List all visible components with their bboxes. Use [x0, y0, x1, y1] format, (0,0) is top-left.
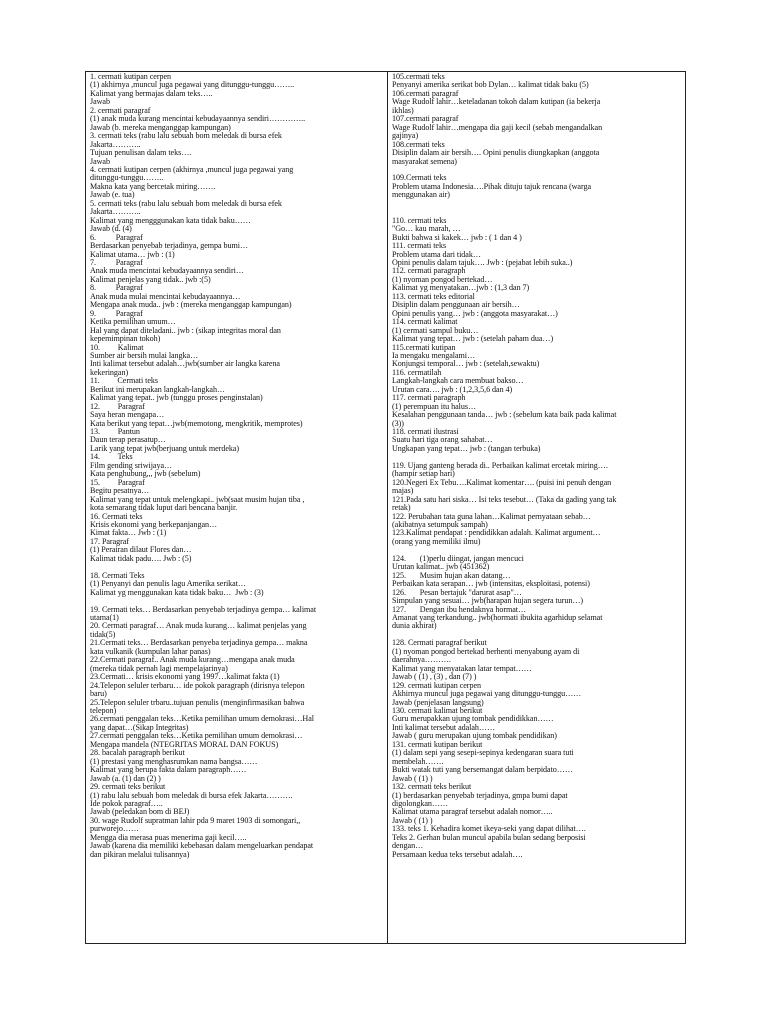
text-line: 116. cermatilah	[392, 368, 442, 377]
text-line: Kalimat yang mengggunakan kata tidak baku……	[90, 216, 251, 225]
text-line: Bukti bahwa si kakek… jwb : ( 1 dan 4 )	[392, 233, 522, 242]
text-line: Urutan cara…. jwb : (1,2,3,5,6 dan 4)	[392, 385, 513, 394]
text-line: 132. cermati teks berikut	[392, 783, 472, 792]
text-line: 18. Cermati Teks	[90, 571, 145, 580]
text-line: Disiplin dalam penggunaan air bersih…	[392, 301, 520, 310]
text-line: Ide pokok paragraf…..	[90, 799, 163, 808]
text-line: Opini penulis yang… jwb : (anggota masyarakat…)	[392, 309, 558, 318]
text-line: Anak muda mulai mencintai kebudayaannya…	[90, 292, 241, 301]
text-line: Kalimat yang tepat.. jwb (tunggu proses penginstalan)	[90, 394, 263, 403]
text-line: 29. cermati teks berikut	[90, 783, 166, 792]
text-line: 10. Kalimat	[90, 343, 144, 352]
text-line: tidak(5)	[90, 630, 116, 639]
text-line: Kalimat yang tepat… jwb : (setelah paham dua…)	[392, 335, 554, 344]
text-line: Persamaan kedua teks tersebut adalah….	[392, 850, 523, 859]
text-line: Jawab ( (1) , (3) , dan (7) )	[392, 673, 477, 682]
text-line: purworejo……	[90, 825, 139, 834]
text-line: (hampir setiap hari)	[392, 470, 455, 479]
text-line: 115.cermati kutipan	[392, 343, 456, 352]
text-line: majas)	[392, 487, 414, 496]
text-line: 131. cermati kutipan berikut	[392, 740, 483, 749]
text-line: 16. Cermati teks	[90, 512, 143, 521]
text-line: (1) prestasi yang menghasrumkan nama bangsa……	[90, 757, 258, 766]
text-line: Ungkapan yang tepat… jwb : (tangan terbuka)	[392, 444, 541, 453]
text-line: 117. cermati paragraph	[392, 394, 466, 403]
text-line: 19. Cermati teks… Berdasarkan penyebab terjadinya gempa… kalimat	[90, 605, 317, 614]
text-line: Kalimat penjelas yang tidak.. jwb :(5)	[90, 275, 211, 284]
text-line	[392, 453, 682, 461]
text-line: Jawab (penjelasan langsung)	[392, 698, 484, 707]
text-line: (1) anak muda kurang mencintai kebudayaannya sendiri…………..	[90, 115, 306, 124]
text-line: Disiplin dalam air bersih…. Opini penulis diungkapkan (anggota	[392, 149, 600, 158]
text-line: Jawab (e. tua)	[90, 191, 135, 200]
text-line: 114. cermati kalimat	[392, 318, 458, 327]
text-line: (1) akhirnya ,muncul juga pegawai yang ditunggu-tunggu……..	[90, 81, 295, 90]
text-line: Mengapa mandela (NTEGRITAS MORAL DAN FOKUS)	[90, 740, 279, 749]
text-line	[392, 166, 682, 174]
text-line: 129. cermati kutipan cerpen	[392, 681, 481, 690]
text-line: Jawab ( (1) )	[392, 816, 433, 825]
text-line: Sumber air bersih mulai langka…	[90, 351, 199, 360]
text-line: Berikut ini merupakan langkah-langkah…	[90, 385, 225, 394]
text-line: digolongkan……	[392, 799, 449, 808]
text-line: (3))	[392, 419, 404, 428]
text-line: Kalimat utama… jwb : (1)	[90, 250, 175, 259]
text-line: 2. cermati paragraf	[90, 106, 151, 115]
text-line: 111. cermati teks	[392, 242, 447, 251]
text-line: 106.cermati paragraf	[392, 89, 459, 98]
text-line: Mengapa anak muda.. jwb : (mereka menganggap kampungan)	[90, 301, 292, 310]
text-line: Tujuan penulisan dalam teks….	[90, 149, 192, 158]
text-line: Begitu pesatnya…	[90, 487, 150, 496]
text-line: Perbaikan kata serapan… jwb (intensitas, eksploitasi, potensi)	[392, 580, 590, 589]
text-line: Inti kalimat tersebut adalah…jwb(sumber air langka karena	[90, 360, 280, 369]
text-line: 118. cermati ilustrasi	[392, 428, 459, 437]
text-line: Jawab (b. mereka menganggap kampungan)	[90, 123, 231, 132]
text-line: Problem utama Indonesia….Pihak dituju tajuk rencana (warga	[392, 182, 592, 191]
text-line	[90, 597, 384, 605]
text-line: Larik yang tepat jwb(berjuang untuk merdeka)	[90, 444, 240, 453]
text-line: 133. teks 1. Kehadira komet ikeya-seki yang dapat dilihat….	[392, 825, 586, 834]
text-line	[392, 200, 682, 208]
text-line: Jawab ( guru merupakan ujung tombak pendidikan)	[392, 732, 557, 741]
text-line: Kesalahan penggunaan tanda… jwb : (sebelum kata baik pada kalimat	[392, 411, 617, 420]
text-line: 8. Paragraf	[90, 284, 143, 293]
text-line: (1) nyoman pongod bertekad berhenti menyabung ayam di	[392, 647, 580, 656]
text-line: Jawab ( (1) )	[392, 774, 433, 783]
text-line: 119. Ujang ganteng berada di.. Perbaikan kalimat ercetak miring….	[392, 461, 608, 470]
text-line: 110. cermati teks	[392, 216, 447, 225]
text-line: Kimat fakta… Jwb : (1)	[90, 529, 167, 538]
text-line: 25.Telepon seluler trbaru..tujuan penulis (menginfirmasikan bahwa	[90, 698, 305, 707]
text-line: (1) berdasarkan penyebab terjadinya, gmpa bumi dapat	[392, 791, 568, 800]
text-line: Wage Rudolf lahir…keteladanan tokoh dalam kutipan (ia bekerja	[392, 98, 601, 107]
text-line: Saya heran mengapa…	[90, 411, 165, 420]
text-line: menggunakan air)	[392, 191, 450, 200]
text-line: (akibatnya setumpuk sampah)	[392, 521, 488, 530]
text-line: kepemimpinan tokoh)	[90, 335, 161, 344]
text-line: Langkah-langkah cara membuat bakso…	[392, 377, 524, 386]
text-line: 122. Perubahan tata guna lahan…Kalimat pernyataan sebab…	[392, 512, 591, 521]
text-line: dunia akhirat)	[392, 622, 437, 631]
text-line: Kalimat yang tepat untuk melengkapi.. jwb(saat musim hujan tiba ,	[90, 495, 305, 504]
text-line: 13. Pantun	[90, 428, 140, 437]
text-line: kekeringan)	[90, 368, 129, 377]
document-sheet	[85, 71, 686, 944]
text-line: Kalimat yg menggunakan kata tidak baku… Jwb : (3)	[90, 588, 264, 597]
text-line: 5. cermati teks (rabu lalu sebuah bom meledak di bursa efek	[90, 199, 282, 208]
text-line: Kalimat yg menyatakan…jwb : (1,3 dan 7)	[392, 284, 530, 293]
text-line: 105.cermati teks	[392, 73, 445, 81]
text-line: 4. cermati kutipan cerpen (akhirnya ,muncul juga pegawai yang	[90, 165, 294, 174]
text-line: dan pikiran melalui tulisannya)	[90, 850, 190, 859]
text-line: Jawab	[90, 98, 110, 107]
text-line: Kalimat utama paragraf tersebut adalah nomor…..	[392, 808, 553, 817]
text-line: (1) rabu lalu sebuah bom meledak di bursa efek Jakarta……….	[90, 791, 293, 800]
text-line: Konjungsi temporal… jwb : (setelah,sewaktu)	[392, 360, 540, 369]
text-line: (1) Perairan dilaut Flores dan…	[90, 546, 192, 555]
text-line: Simpulan yang sesuai… jwb(harapan hujan segera turun…)	[392, 597, 584, 606]
text-line: Kalimat yang bermajas dalam teks…..	[90, 89, 213, 98]
text-line: 30. wage Rudolf supratman lahir pda 9 maret 1903 di somongari,,	[90, 816, 301, 825]
text-line: (1) nyoman pongod bertekad…	[392, 275, 493, 284]
text-line: Berdasarkan penyebab terjadinya, gempa bumi…	[90, 242, 249, 251]
text-line: 11. Cermati teks	[90, 377, 158, 386]
text-line: 22.Cermati paragraf.. Anak muda kurang…mengapa anak muda	[90, 656, 295, 665]
text-line: kota semarang tidak luput dari bencana banjir.	[90, 504, 238, 513]
text-line: Anak muda mencintai kebudayaannya sendiri…	[90, 267, 244, 276]
text-line	[392, 208, 682, 216]
text-line: 14. Teks	[90, 453, 133, 462]
text-line: 3. cermati teks (rabu lalu sebuah bom meledak di bursa efek	[90, 132, 282, 141]
text-line: yang dapat…(Sikap Integritas)	[90, 723, 189, 732]
text-line: Jawab	[90, 157, 110, 166]
text-line: (1) Penyanyi dan penulis lagu Amerika serikat…	[90, 580, 246, 589]
text-line: telepon)	[90, 706, 117, 715]
text-line: 126. Pesan bertajuk "darurat asap"…	[392, 588, 522, 597]
right-column	[388, 72, 685, 943]
text-line: 128. Cermati paragraf berikut	[392, 639, 487, 648]
text-line: Jakarta………..	[90, 140, 141, 149]
text-line: 24.Telepon seluler terbaru… ide pokok paragraph (dirisnya telepon	[90, 681, 305, 690]
text-line: dengan…	[392, 842, 424, 851]
text-line: Mengga dia merasa puas menerima gaji kecil…..	[90, 833, 247, 842]
text-line: 28. bacalah paragraph berikut	[90, 749, 185, 758]
text-line: 120.Negeri Ex Tebu….Kalimat komentar…. (puisi ini penuh dengan	[392, 478, 612, 487]
text-line: Ketika pemilihan umum…	[90, 318, 176, 327]
text-line: Jawab (a. (1) dan (2) )	[90, 774, 161, 783]
text-line: Makna kata yang bercetak miring…….	[90, 182, 216, 191]
text-line: 20. Cermati paragraf… Anak muda kurang… kalimat penjelas yang	[90, 622, 307, 631]
text-line: Jakarta………..	[90, 208, 141, 217]
text-line: Jawab (d. (4)	[90, 225, 132, 234]
left-column	[86, 72, 388, 943]
text-line: 113. cermati teks editorial	[392, 292, 475, 301]
text-line: Opini penulis dalam tajuk…. Jwb : (pejabat lebih suka..)	[392, 258, 573, 267]
text-line: (1) perempuan itu halus…	[392, 402, 476, 411]
text-line: 112. cermati paragraph	[392, 267, 466, 276]
text-line: Kalimat tidak padu…. Jwb : (5)	[90, 554, 192, 563]
text-line: 6. Paragraf	[90, 233, 143, 242]
text-line: (mereka tidak pernah lagi mempelajarinya)	[90, 664, 228, 673]
text-line: 108.cermati teks	[392, 140, 445, 149]
text-line	[90, 563, 384, 571]
text-line: 9. Paragraf	[90, 309, 143, 318]
text-line: Urutan kalimat.. jwb (451362)	[392, 563, 490, 572]
text-line: daerahnya……….	[392, 656, 451, 665]
text-line: Suatu hari tiga orang sahabat…	[392, 436, 493, 445]
text-line: masyarakat semena)	[392, 157, 457, 166]
text-line: Problem utama dari tidak…	[392, 250, 481, 259]
text-line: 109.Cermati teks	[392, 174, 447, 183]
text-line: "Go… kau marah, …	[392, 225, 461, 234]
text-line: membelah…….	[392, 757, 444, 766]
text-line: Kalimat yang berupa fakta dalam paragraph……	[90, 766, 247, 775]
text-line: Teks 2. Gerhan bulan muncul apabila bulan sedang berposisi	[392, 833, 586, 842]
text-line: Bukti watak tuti yang bersemangat dalam berpidato……	[392, 766, 573, 775]
text-line: Wage Rudolf lahir…mengapa dia gaji kecil (sebab mengandalkan	[392, 123, 603, 132]
text-line: Daun terap perasatup…	[90, 436, 166, 445]
text-line: Guru merupakkan ujung tombak pendidikkan……	[392, 715, 554, 724]
text-line: 12. Paragraf	[90, 402, 145, 411]
text-line: 15. Paragraf	[90, 478, 145, 487]
text-line: 127. Dengan ibu hendaknya hormat…	[392, 605, 527, 614]
text-line: 23.Cermati… krisis ekonomi yang 1997…kalimat fakta (1)	[90, 673, 280, 682]
text-line: (1) dalam sepi yang sesepi-sepinya kedengaran suara tuti	[392, 749, 574, 758]
text-line: Jawab (karena dia memiliki kebebasan dalam mengeluarkan pendapat	[90, 842, 314, 851]
text-line: Akhirnya muncul juga pegawai yang ditunggu-tunggu……	[392, 690, 582, 699]
text-line: retak)	[392, 504, 411, 513]
text-line: 1. cermati kutipan cerpen	[90, 73, 171, 81]
text-line: kata vulkanik (kumpulan lahar panas)	[90, 647, 211, 656]
text-line: 17. Paragraf	[90, 537, 129, 546]
text-line: (orang yang memiliki ilmu)	[392, 537, 481, 546]
text-line: (1) cermati sampul buku…	[392, 326, 479, 335]
text-line: Film gending sriwijaya…	[90, 461, 173, 470]
text-line: 21.Cermati teks… Berdasarkan penyeba terjadinya gempa… makna	[90, 639, 308, 648]
text-line: ikhlas)	[392, 106, 414, 115]
text-line: Ia mengaku mengalami…	[392, 351, 476, 360]
text-line: 27.cermati penggalan teks…Ketika pemilihan umum demokrasi…	[90, 732, 303, 741]
text-line: utama(1)	[90, 614, 119, 622]
text-line: Jawab (peledakan bom di BEJ)	[90, 808, 190, 817]
text-line: 7. Paragraf	[90, 258, 143, 267]
text-line: gajinya)	[392, 132, 419, 141]
text-line: Kata berikut yang tepat…jwb(memotong, mengkritik, memprotes)	[90, 419, 303, 428]
text-line: 107.cermati paragraf	[392, 115, 459, 124]
text-line: Hal yang dapat diteladani.. jwb : (sikap integritas moral dan	[90, 326, 281, 335]
text-line: ditunggu-tunggu……..	[90, 174, 164, 183]
text-line: 124. (1)perlu diingat, jangan mencuci	[392, 554, 524, 563]
text-line: Krisis ekonomi yang berkepanjangan…	[90, 521, 218, 530]
text-line: 130. cermati kalimat berikut	[392, 706, 483, 715]
text-line: Kalimat yang menyatakan latar tempat……	[392, 664, 532, 673]
text-line: baru)	[90, 690, 107, 699]
text-line: Kata penghubung,,, jwb (sebelum)	[90, 470, 201, 479]
text-line: 123.Kalimat pendapat : pendidikkan adalah. Kalimat argument…	[392, 529, 601, 538]
text-line: 26.cermati penggalan teks…Ketika pemilihan umum demokrasi…Hal	[90, 715, 314, 724]
text-line: 121.Pada satu hari siska… Isi teks tesebut… (Taka da gading yang tak	[392, 495, 617, 504]
text-line	[392, 546, 682, 554]
text-line: Amanat yang terkandung.. jwb(hormati ibukita agarhidup selamat	[392, 614, 603, 622]
text-line: Inti kalimat tersebut adalah……	[392, 723, 496, 732]
text-line: 125. Musim hujan akan datang…	[392, 571, 511, 580]
text-line: Penyanyi amerika serikat bob Dylan… kalimat tidak baku (5)	[392, 81, 589, 90]
text-line	[392, 631, 682, 639]
